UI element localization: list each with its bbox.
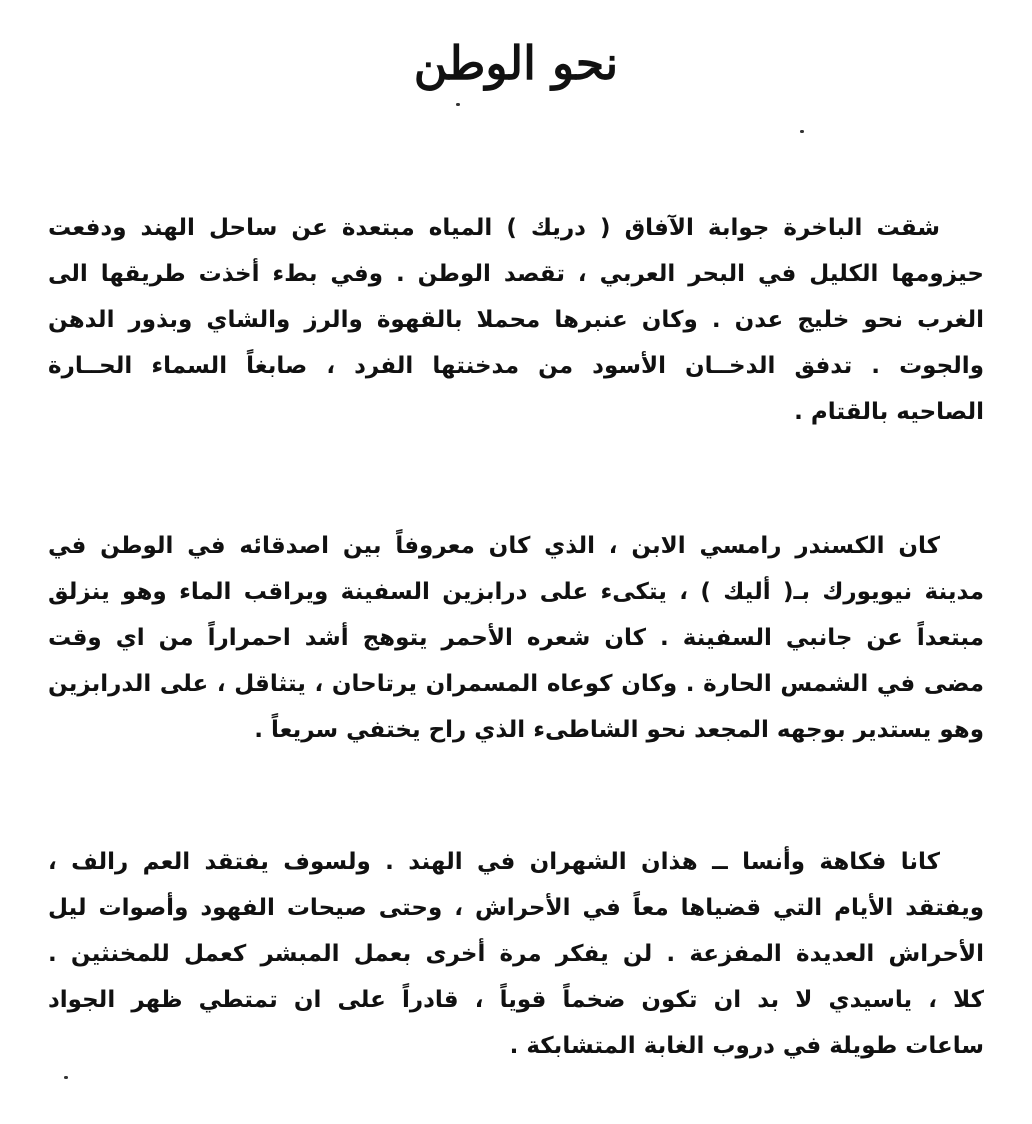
text-line: مضى في الشمس الحارة . وكان كوعاه المسمران يرتاحان ، يتثاقل ، على الدرابزين [48, 671, 984, 697]
text-line: كلا ، ياسيدي لا بد ان تكون ضخماً قوياً ، قادراً على ان تمتطي ظهر الجواد [48, 987, 984, 1013]
chapter-title: نحو الوطن [413, 36, 619, 90]
paragraph-1 [48, 205, 984, 435]
text-line: الأحراش العديدة المفزعة . لن يفكر مرة أخرى بعمل المبشر كعمل للمخنثين . [48, 941, 984, 967]
paragraph-2 [48, 523, 984, 753]
text-line: حيزومها الكليل في البحر العربي ، تقصد الوطن . وفي بطء أخذت طريقها الى [48, 261, 984, 287]
text-line: كان الكسندر رامسي الابن ، الذي كان معروفاً بين اصدقائه في الوطن في [48, 533, 940, 559]
text-line: ويفتقد الأيام التي قضياها معاً في الأحراش ، وحتى صيحات الفهود وأصوات ليل [48, 895, 984, 921]
text-line: مدينة نيويورك بـ( أليك ) ، يتكىء على درابزين السفينة ويراقب الماء وهو ينزلق [48, 579, 984, 605]
paragraph-3 [48, 839, 984, 1069]
print-speck [64, 1076, 68, 1079]
text-line: الصاحيه بالقتام . [794, 399, 984, 425]
text-line: كانا فكاهة وأنسا ــ هذان الشهران في الهند . ولسوف يفتقد العم رالف ، [48, 849, 940, 875]
text-line: والجوت . تدفق الدخــان الأسود من مدخنتها الفرد ، صابغاً السماء الحــارة [48, 353, 984, 379]
text-line: شقت الباخرة جوابة الآفاق ( دريك ) المياه مبتعدة عن ساحل الهند ودفعت [48, 215, 940, 241]
text-line: الغرب نحو خليج عدن . وكان عنبرها محملا بالقهوة والرز والشاي وبذور الدهن [48, 307, 984, 333]
text-line: مبتعداً عن جانبي السفينة . كان شعره الأحمر يتوهج أشد احمراراً من اي وقت [48, 625, 984, 651]
text-line: وهو يستدير بوجهه المجعد نحو الشاطىء الذي راح يختفي سريعاً . [254, 717, 984, 743]
text-line: ساعات طويلة في دروب الغابة المتشابكة . [509, 1033, 984, 1059]
print-speck [800, 130, 804, 133]
print-speck [456, 103, 460, 106]
